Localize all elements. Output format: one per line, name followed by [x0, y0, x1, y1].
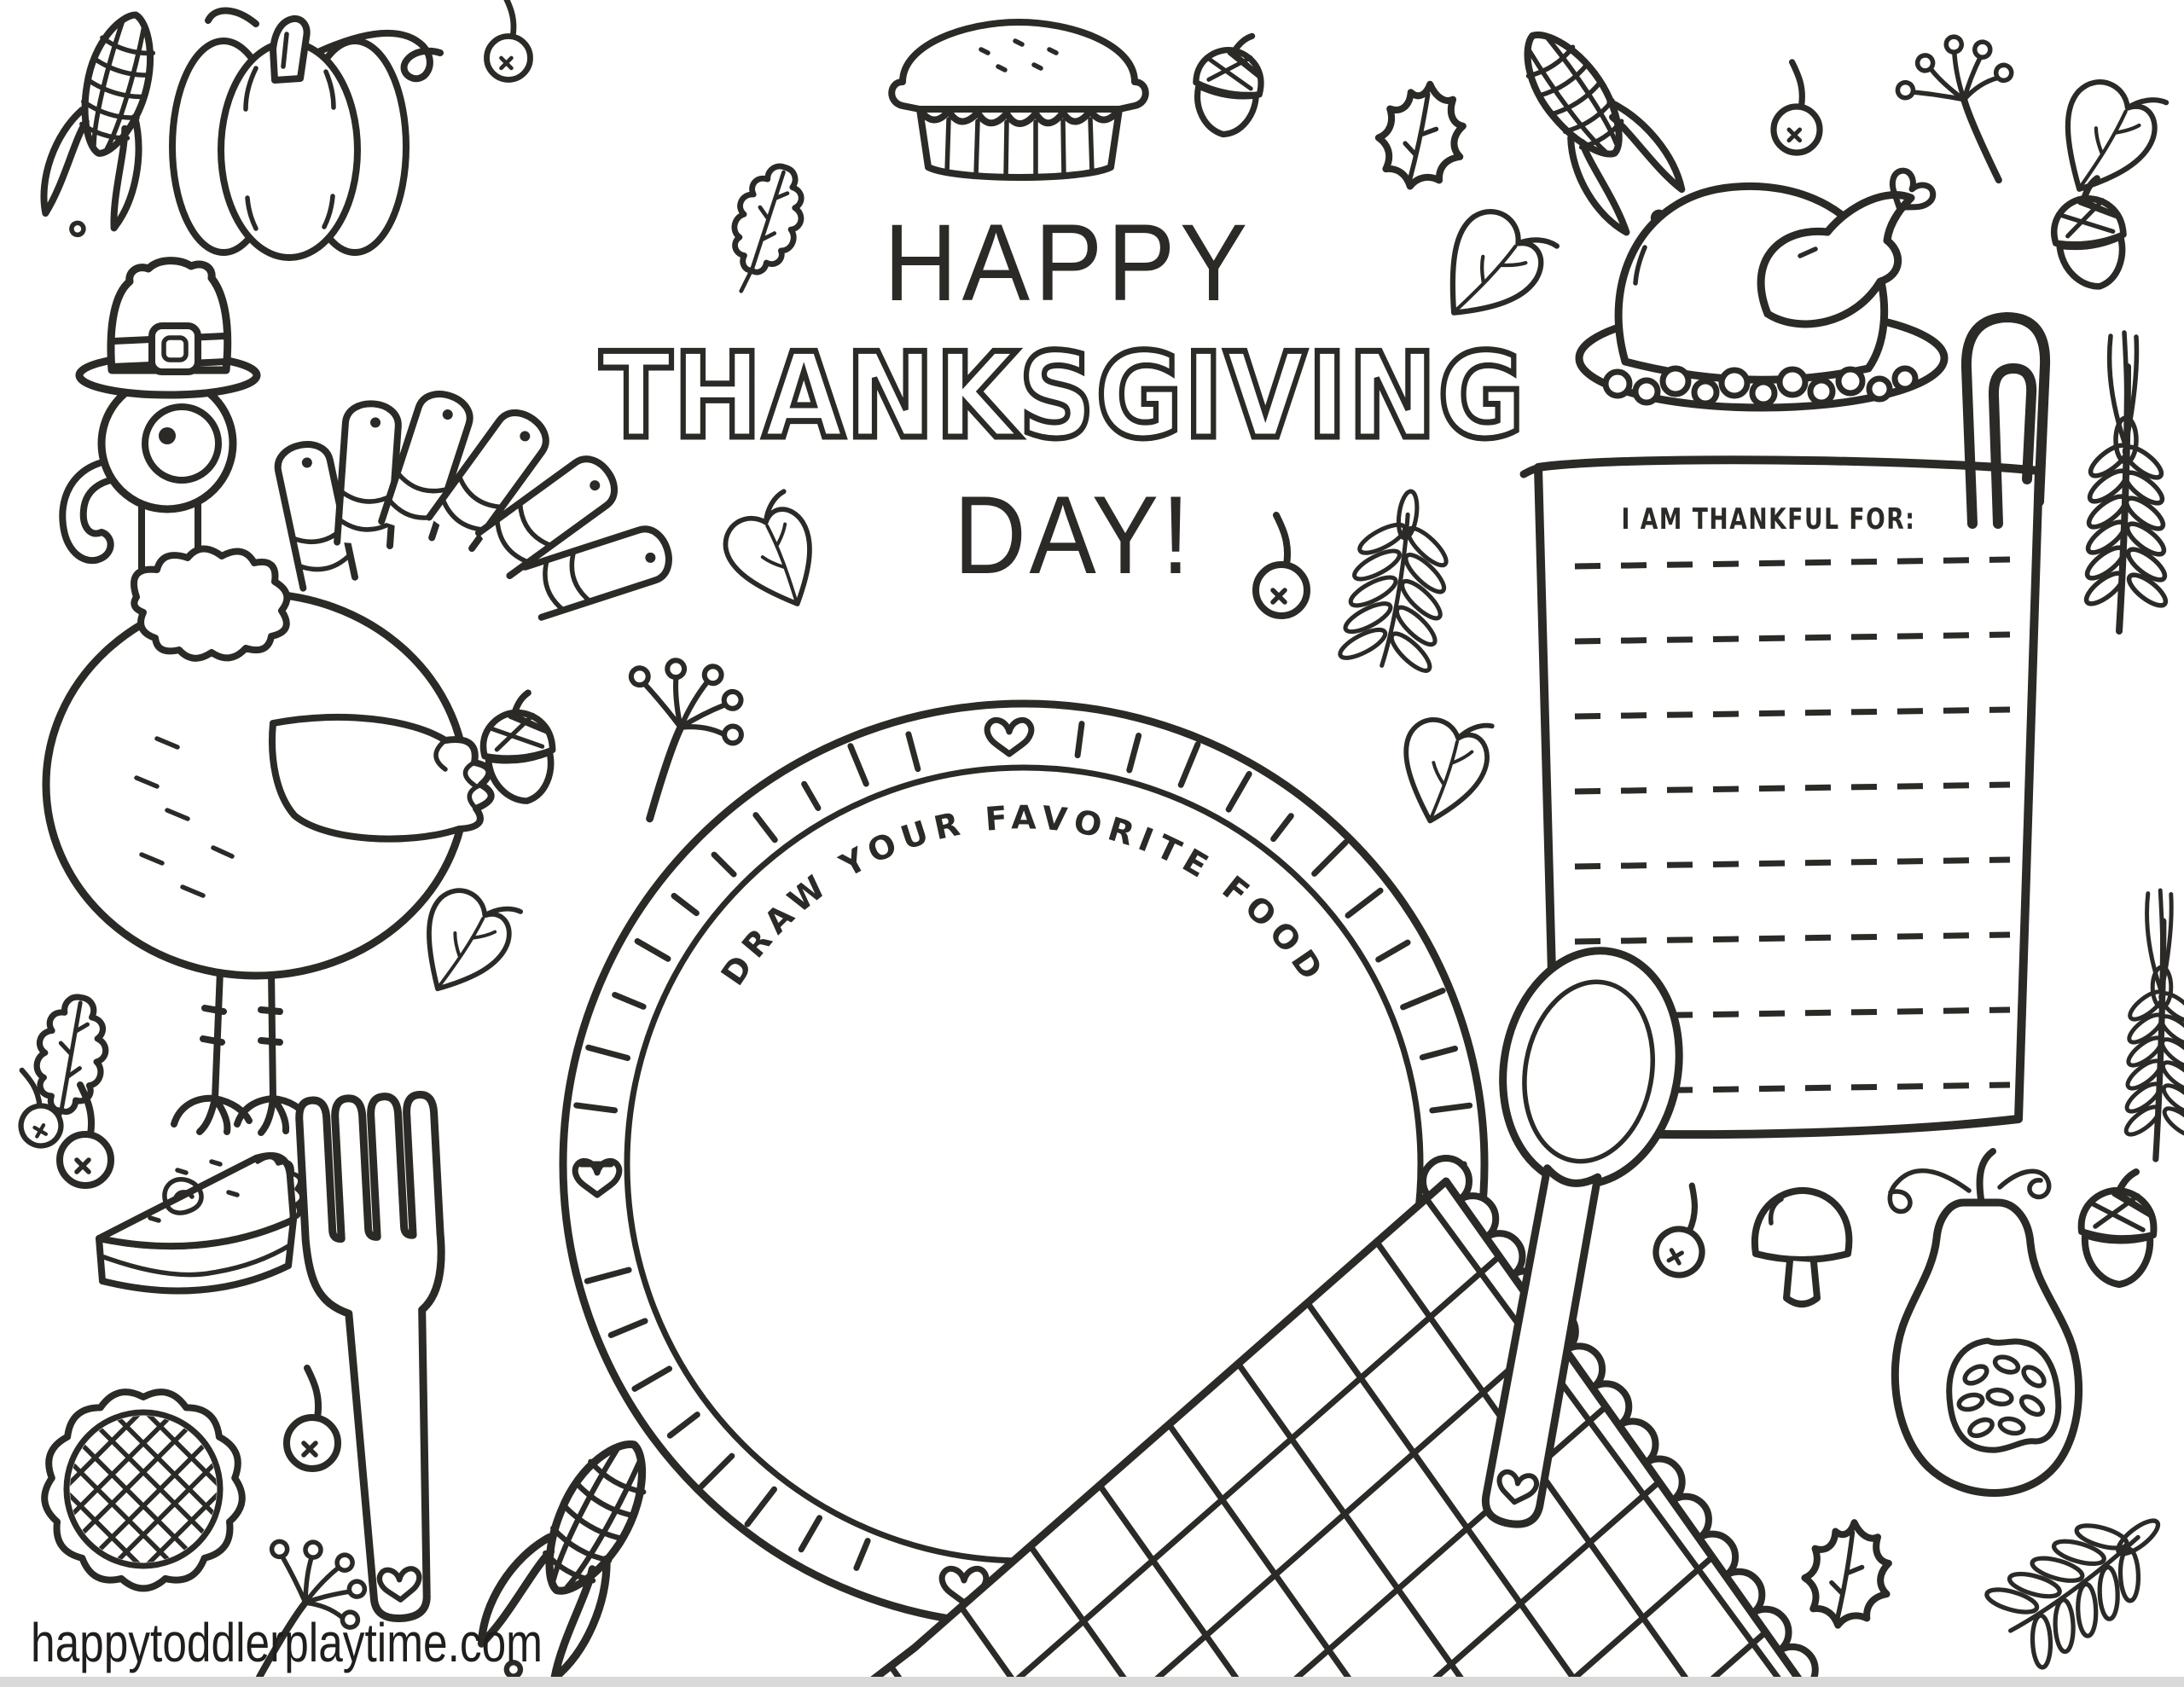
- plate-tick: [1077, 724, 1082, 756]
- title-line-2: THANKSGIVING: [600, 328, 1526, 465]
- note-heading: I AM THANKFUL FOR:: [1621, 502, 1916, 536]
- title-line-1: HAPPY: [884, 202, 1252, 324]
- scan-edge-strip: [0, 1677, 2184, 1687]
- title-line-3: DAY!: [954, 472, 1193, 597]
- watermark-url: happytoddlerplaytime.com: [31, 1612, 543, 1673]
- plate-label: DRAW YOUR FAVORITE FOOD: [713, 798, 1334, 993]
- pie-icon: [892, 22, 1146, 177]
